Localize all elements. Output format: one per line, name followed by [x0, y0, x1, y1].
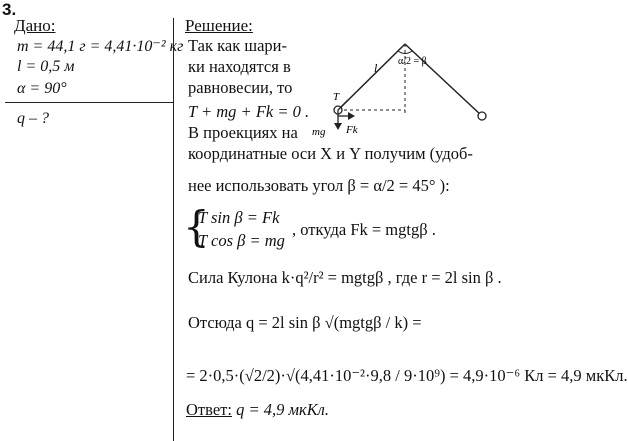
- label-mg: mg: [312, 126, 326, 138]
- system-eq-1: T sin β = Fk: [198, 208, 280, 227]
- given-length: l = 0,5 м: [17, 58, 75, 75]
- label-l: l: [374, 61, 378, 75]
- system-brace: {: [183, 202, 210, 251]
- answer-label: Ответ:: [186, 400, 232, 419]
- solution-line-2: ки находятся в: [188, 57, 291, 76]
- equilibrium-equation: T + mg + Fk = 0 .: [188, 102, 310, 121]
- ball-right: [478, 112, 486, 120]
- given-unknown: q – ?: [17, 110, 49, 127]
- solution-line-5: координатные оси X и Y получим (удоб-: [188, 144, 473, 163]
- given-mass: m = 44,1 г = 4,41·10⁻² кг: [17, 38, 184, 55]
- mg-arrowhead: [334, 123, 342, 130]
- system-tail: , откуда Fk = mgtgβ .: [292, 220, 436, 239]
- solution-line-4: В проекциях на: [188, 123, 298, 142]
- thread-right: [405, 44, 482, 116]
- solution-header: Решение:: [185, 16, 253, 35]
- numeric-line: = 2·0,5·(√2/2)·√(4,41·10⁻²·9,8 / 9·10⁹) = 4,9·10⁻⁶ Кл = 4,9 мкКл.: [186, 366, 628, 385]
- label-fk: Fk: [346, 124, 358, 136]
- solution-line-3: равновесии, то: [188, 78, 293, 97]
- given-header: Дано:: [14, 16, 56, 35]
- problem-number: 3.: [2, 0, 17, 19]
- system-eq-2: T cos β = mg: [198, 231, 285, 250]
- label-t: T: [333, 91, 340, 103]
- answer-value: q = 4,9 мкКл.: [236, 400, 329, 419]
- solution-line-6: нее использовать угол β = α/2 = 45° ):: [188, 176, 450, 195]
- label-angle: α/2 = β: [398, 56, 427, 67]
- hence-line: Отсюда q = 2l sin β √(mgtgβ / k) =: [188, 313, 422, 332]
- solution-line-1: Так как шари-: [188, 36, 287, 55]
- given-angle: α = 90°: [17, 80, 67, 97]
- t-arrow: [338, 100, 348, 110]
- fk-arrowhead: [348, 112, 355, 120]
- coulomb-line: Сила Кулона k·q²/r² = mgtgβ , где r = 2l sin β .: [188, 268, 502, 287]
